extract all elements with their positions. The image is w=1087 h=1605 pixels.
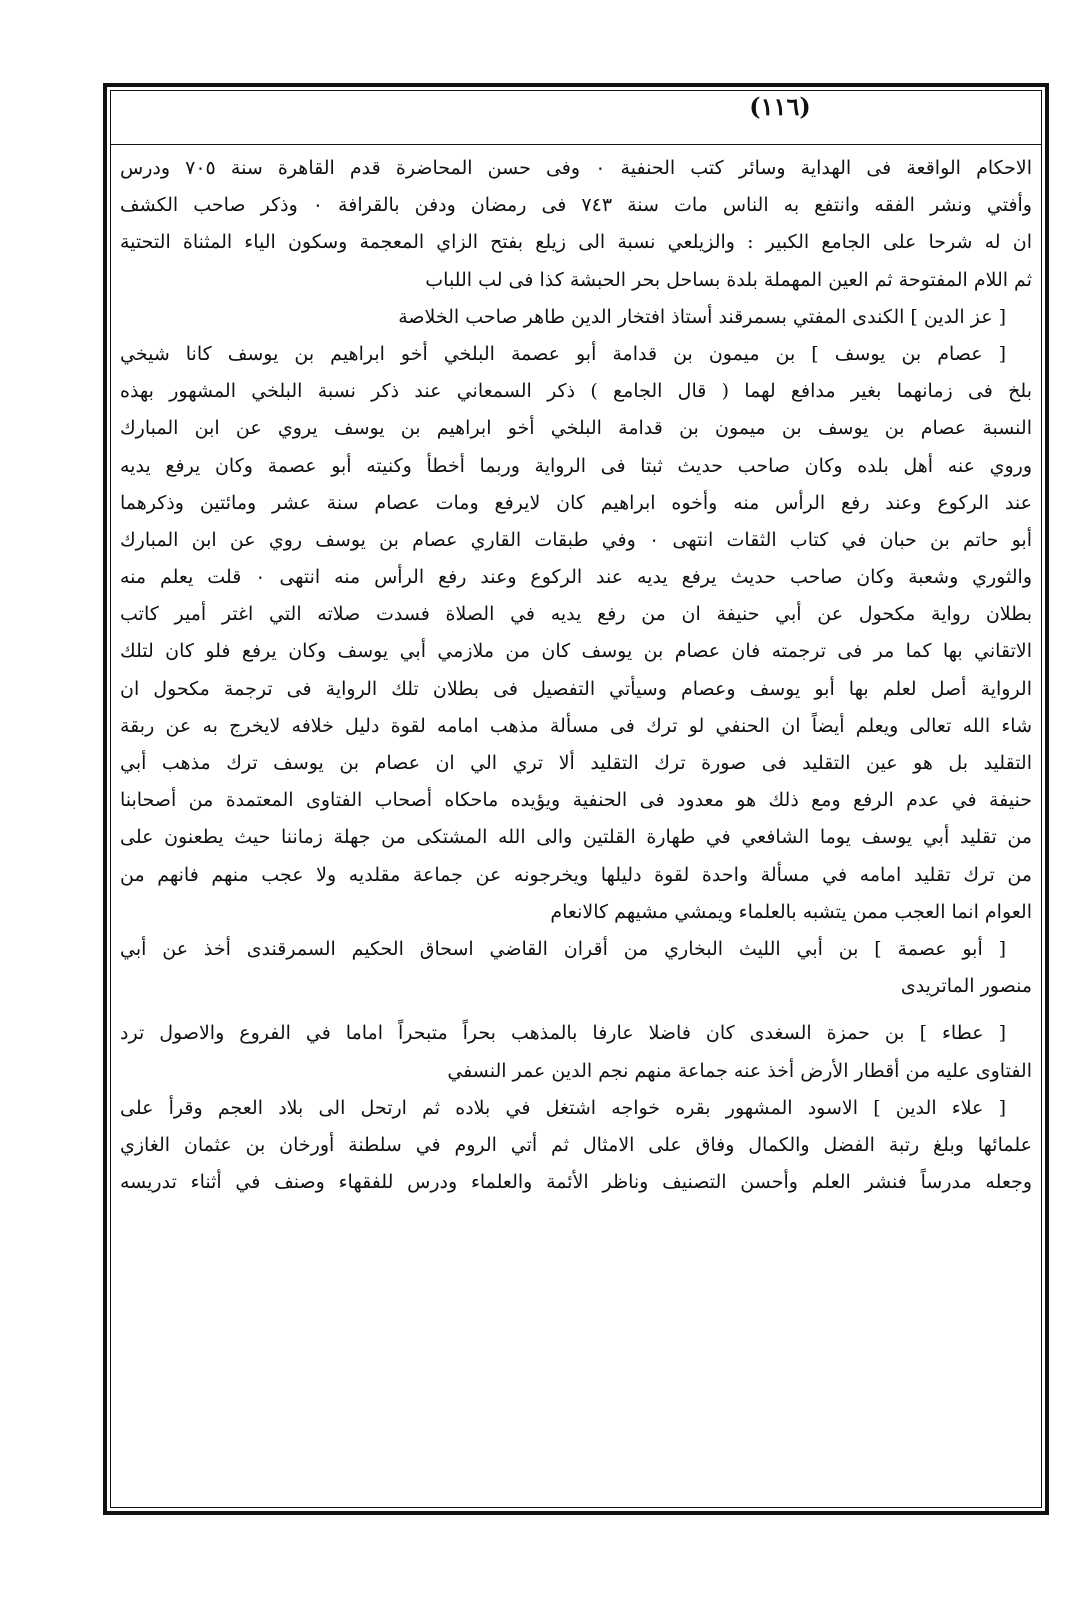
text-line: بلخ فى زمانهما بغير مدافع لهما ( قال الجامع ) ذكر السمعاني عند ذكر نسبة البلخي المشهور بهذه xyxy=(120,380,1032,403)
text-line: الفتاوى عليه من أقطار الأرض أخذ عنه جماعة منهم نجم الدين عمر النسفي xyxy=(447,1059,1032,1082)
text-line: [ عطاء ] بن حمزة السغدى كان فاضلا عارفا بالمذهب بحراً متبحراً اماما في الفروع والاصول ترد xyxy=(120,1022,1006,1045)
text-line: النسبة عصام بن يوسف بن ميمون بن قدامة البلخي أخو ابراهيم بن يوسف يروي عن ابن المبارك xyxy=(120,417,1032,440)
text-line: عند الركوع وعند رفع الرأس منه وأخوه ابراهيم كان لايرفع ومات عصام سنة عشر ومائتين وذكرهما xyxy=(120,491,1032,514)
text-line: من ترك تقليد امامه في مسألة واحدة لقوة دليلها ويخرجونه عن جماعة مقلديه ولا عجب منهم فانهم من xyxy=(120,863,1032,886)
text-line: منصور الماتريدى xyxy=(900,975,1032,998)
text-line: [ عصام بن يوسف ] بن ميمون بن قدامة أبو عصمة البلخي أخو ابراهيم بن يوسف كانا شيخي xyxy=(120,342,1006,365)
text-line: الرواية أصل لعلم بها أبو يوسف وعصام وسيأتي التفصيل فى بطلان تلك الرواية فى ترجمة مكحول ان xyxy=(120,677,1032,700)
text-line: حنيفة في عدم الرفع ومع ذلك هو معدود فى الحنفية ويؤيده ماحكاه أصحاب الفتاوى المعتمدة من أصحابنا xyxy=(120,789,1032,812)
text-line: ثم اللام المفتوحة ثم العين المهملة بلدة بساحل بحر الحبشة كذا فى لب اللباب xyxy=(425,268,1032,291)
text-body xyxy=(116,150,1036,1201)
text-line: الاحكام الواقعة فى الهداية وسائر كتب الحنفية ٠ وفى حسن المحاضرة قدم القاهرة سنة ٧٠٥ ودرس xyxy=(120,157,1032,179)
text-line: التقليد بل هو عين التقليد فى صورة ترك التقليد ألا تري الي ان عصام بن يوسف ترك مذهب أبي xyxy=(120,752,1032,774)
text-line: من تقليد أبي يوسف يوما الشافعي في طهارة القلتين والى الله المشتكى من جهلة زماننا حيث يطعنون على xyxy=(120,826,1032,849)
text-line: العوام انما العجب ممن يتشبه بالعلماء ويمشي مشيهم كالانعام xyxy=(550,900,1032,923)
text-line: والثوري وشعبة وكان صاحب حديث يرفع يديه عند الركوع وعند رفع الرأس منه انتهى ٠ قلت يعلم منه xyxy=(120,566,1032,589)
text-line: [ علاء الدين ] الاسود المشهور بقره خواجه اشتغل في بلاده ثم ارتحل الى بلاد العجم وقرأ على xyxy=(120,1096,1006,1119)
text-line: شاء الله تعالى ويعلم أيضاً ان الحنفي لو ترك فى مسألة مذهب امامه لقوة دليل خلافه لايخرج به عن ربقة xyxy=(120,714,1032,737)
text-line: أبو حاتم بن حبان في كتاب الثقات انتهى ٠ وفي طبقات القاري عصام بن يوسف روي عن ابن المبارك xyxy=(120,528,1032,551)
text-line: الاتقاني بها كما مر فى ترجمته فان عصام بن يوسف كان من ملازمي أبي يوسف وكان يرفع فلو كان لتلك xyxy=(120,640,1032,663)
text-line: علمائها وبلغ رتبة الفضل والكمال وفاق على الامثال ثم أتي الروم في سلطنة أورخان بن عثمان الغازي xyxy=(120,1133,1032,1156)
text-line: بطلان رواية مكحول عن أبي حنيفة ان من رفع يديه في الصلاة فسدت صلاته التي اغتر أمير كاتب xyxy=(120,603,1032,626)
text-line: ان له شرحا على الجامع الكبير : والزيلعي نسبة الى زيلع بفتح الزاي المعجمة وسكون الياء المثناة التحتية xyxy=(120,231,1032,254)
text-line: [ أبو عصمة ] بن أبي الليث البخاري من أقران القاضي اسحاق الحكيم السمرقندى أخذ عن أبي xyxy=(120,937,1006,960)
paragraph-gap xyxy=(116,1005,1036,1015)
text-line: [ عز الدين ] الكندى المفتي بسمرقند أستاذ افتخار الدين طاهر صاحب الخلاصة xyxy=(398,305,1006,328)
page-number: (١١٦) xyxy=(749,92,811,121)
text-line: وجعله مدرساً فنشر العلم وأحسن التصنيف وناظر الأئمة والعلماء ودرس للفقهاء وصنف في أثناء تدريسه xyxy=(120,1171,1032,1194)
text-line: وأفتي ونشر الفقه وانتفع به الناس مات سنة ٧٤٣ فى رمضان ودفن بالقرافة ٠ وذكر صاحب الكشف xyxy=(120,194,1032,217)
text-line: وروي عنه أهل بلده وكان صاحب حديث ثبتا فى الرواية وربما أخطأ وكنيته أبو عصمة وكان يرفع يديه xyxy=(120,454,1032,477)
header-rule xyxy=(110,144,1042,145)
